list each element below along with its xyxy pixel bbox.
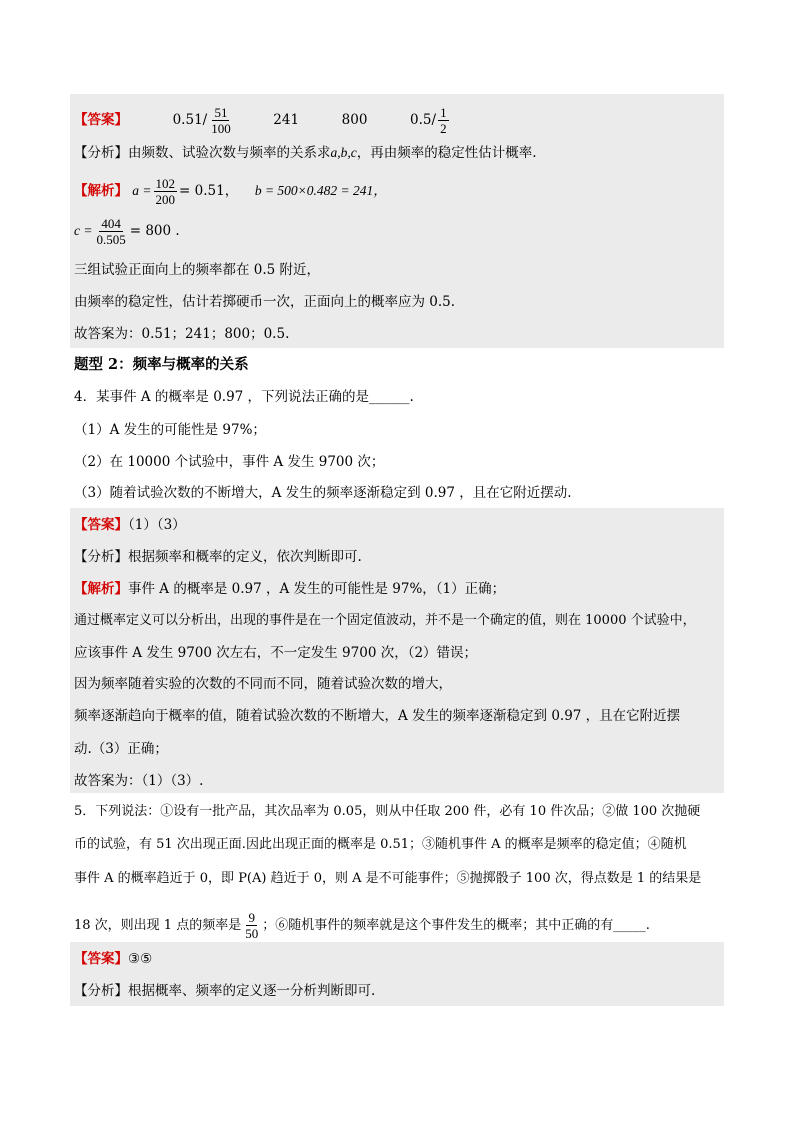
fraction-102-200: $\frac{102}{200}$ [155,176,176,207]
q3-text-line1: 三组试验正面向上的频率都在 0.5 附近， [74,262,321,278]
section-title: 题型 2：频率与概率的关系 [74,356,249,373]
fraction-9-50: $\frac{9}{50}$ [245,910,259,941]
q3-answer-line [74,105,451,136]
answer-value-d: 0.5/ [410,112,437,128]
q4-solution-line5: 频率逐渐趋向于概率的值，随着试验次数的不断增大，A 发生的频率逐渐稳定到 0.97 ，且在它附近摆 [74,708,681,724]
q4-option-2: （2）在 10000 个试验中，事件 A 发生 9700 次； [74,454,385,470]
q4-solution-line6: 动.（3）正确； [74,741,168,757]
q4-solution-line4: 因为频率随着实验的次数的不同而不同，随着试验次数的增大， [74,676,452,692]
q4-solution-line2: 通过概率定义可以分析出，出现的事件是在一个固定值波动，并不是一个确定的值，则在 10000 个试验中， [74,613,696,628]
q5-line4: 18 次，则出现 1 点的频率是 $\frac{9}{50}$ ；⑥随机事件的频率就是这个事件发生的概率；其中正确的有_____. [74,910,650,941]
q4-solution-line7: 故答案为：（1）（3）. [74,773,204,789]
q5-line3: 事件 A 的概率趋近于 0，即 P(A) 趋近于 0，则 A 是不可能事件；⑤抛掷骰子 100 次，得点数是 1 的结果是 [74,871,702,886]
q4-analysis-line: 【分析】根据频率和概率的定义，依次判断即可. [74,549,362,565]
q3-text-line3: 故答案为：0.51；241；800；0.5. [74,326,290,342]
answer-value-b: 241 [273,112,300,128]
q4-option-1: （1）A 发生的可能性是 97%； [74,422,266,438]
q3-analysis-line: 【分析】由频数、试验次数与频率的关系求a,b,c，再由频率的稳定性估计概率. [74,145,537,161]
answer-value-c: 800 [341,112,368,128]
q3-solution-line2: c = $\frac{404}{0.505}$ = 800 . [74,216,180,247]
q4-solution-line1: 【解析】事件 A 的概率是 0.97 ，A 发生的可能性是 97%，（1）正确； [74,581,506,597]
q5-line2: 币的试验，有 51 次出现正面.因此出现正面的概率是 0.51；③随机事件 A 的概率是频率的稳定值；④随机 [74,837,687,852]
solution-label: 【解析】 [74,183,128,199]
fraction-1-2: $\frac{1}{2}$ [440,105,447,136]
q3-text-line2: 由频率的稳定性，估计若掷硬币一次，正面向上的概率应为 0.5. [74,294,456,310]
answer-value-a: 0.51/ [172,112,208,128]
q5-answer-line: 【答案】③⑤ [74,951,153,967]
q4-option-3: （3）随着试验次数的不断增大，A 发生的频率逐渐稳定到 0.97 ，且在它附近摆动. [74,485,572,501]
q4-answer-line: 【答案】（1）（3） [74,517,186,533]
q5-line1: 5．下列说法：①设有一批产品，其次品率为 0.05，则从中任取 200 件，必有 10 件次品；②做 100 次抛硬 [74,804,701,819]
fraction-51-100: $\frac{51}{100}$ [211,105,231,136]
q4-stem: 4．某事件 A 的概率是 0.97 ，下列说法正确的是______. [74,389,414,405]
q5-analysis-line: 【分析】根据概率、频率的定义逐一分析判断即可. [74,983,376,999]
q4-solution-line3: 应该事件 A 发生 9700 次左右，不一定发生 9700 次，（2）错误； [74,645,478,661]
q3-solution-line1: 【解析】 a = $\frac{102}{200}$ = 0.51， b = 500×0.482 = 241， [74,176,387,207]
analysis-label: 【分析】 [74,145,128,161]
answer-label: 【答案】 [74,112,128,128]
fraction-404-0505: $\frac{404}{0.505}$ [96,216,126,247]
